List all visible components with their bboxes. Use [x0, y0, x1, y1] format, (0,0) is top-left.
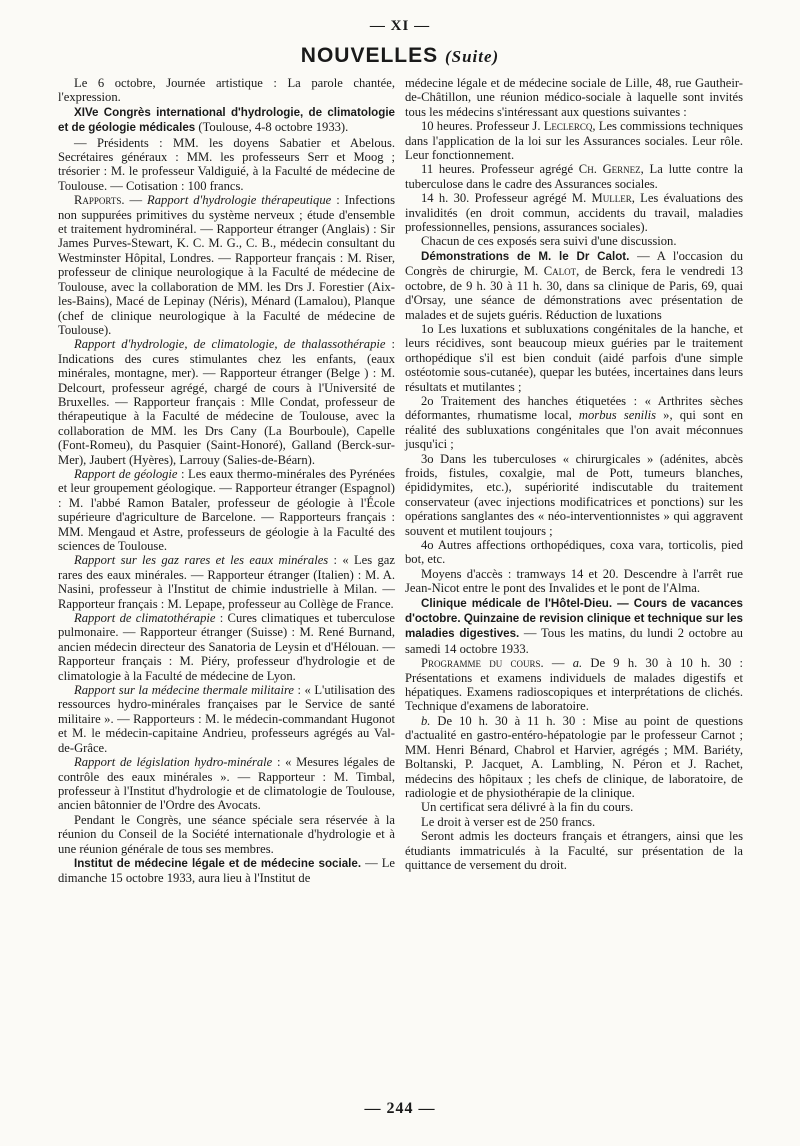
paragraph: Le 6 octobre, Journée artistique : La parole chantée, l'expression. — [58, 76, 395, 105]
title-suite: (Suite) — [444, 47, 500, 66]
paragraph: XIVe Congrès international d'hydrologie, de climatologie et de géologie médicales (Toulouse, 4-8 octobre 1933). — [58, 105, 395, 135]
paragraph: 10 heures. Professeur J. Leclercq, Les commissions techniques dans l'application de la loi sur les Assurances sociales. Leur rôle. Leur fonctionnement. — [405, 119, 743, 163]
roman-page-number: — XI — — [369, 18, 431, 34]
paragraph: Rapports. — Rapport d'hydrologie thérapeutique : Infections non suppurées primitives du système nerveux ; étude d'ensemble et traitement hydrominéral. — Rapporteur étranger (Anglais) : Sir James Purves-Stewart, K. C. M. G., C. B., médecin consultant du Westminster Hôpital, Londres. — Rapporteur français : M. Riser, professeur de clinique neurologique à la Faculté de médecine de Toulouse, avec la collaboration de MM. les Drs J. Forestier (Aix-les-Bains), Macé de Lepinay (Néris), Ménard (Lamalou), Planque (chef de clinique neurologique à la Faculté de médecine de Toulouse). — [58, 193, 396, 337]
right-column — [405, 76, 743, 872]
paragraph: Programme du cours. — a. De 9 h. 30 à 10 h. 30 : Présentations et examens individuels de malades digestifs et hépatiques. Examens radioscopiques et interprétations de clichés. Technique d'examens de laboratoire. — [405, 656, 744, 714]
paragraph: Chacun de ces exposés sera suivi d'une discussion. — [421, 234, 677, 249]
paragraph: Clinique médicale de l'Hôtel-Dieu. — Cours de vacances d'octobre. Quinzaine de revision clinique et technique sur les maladies digestives. — Tous les matins, du lundi 2 octobre au samedi 14 octobre 1933. — [405, 596, 743, 656]
left-column — [58, 76, 395, 886]
paragraph: — Présidents : MM. les doyens Sabatier et Abelous. Secrétaires généraux : MM. les professeurs Serr et Moog ; trésorier : M. le professeur Valdiguié, à la Faculté de médecine de Toulouse. — Cotisation : 100 francs. — [58, 135, 395, 193]
title-text: NOUVELLES — [300, 44, 439, 67]
paragraph: 3o Dans les tuberculoses « chirurgicales » (adénites, abcès froids, fistules, coxalgie, mal de Pott, tumeurs blanches, épididymites, etc.), supériorité indiscutable du traitement conservateur (avec injections modificatrices et ponctions) sur les opérations sanglantes des « néo-interventionnistes » qui aggravent souvent et mutilent toujours ; — [405, 451, 743, 538]
paragraph: Moyens d'accès : tramways 14 et 20. Descendre à l'arrêt rue Jean-Nicot entre le pont des Invalides et le pont de l'Alma. — [405, 566, 743, 596]
paragraph: Institut de médecine légale et de médecine sociale. — Le dimanche 15 octobre 1933, aura lieu à l'Institut de — [58, 855, 395, 886]
paragraph: 14 h. 30. Professeur agrégé M. Muller, Les évaluations des invalidités (en droit commun, accidents du travail, maladies professionnelles, pensions, assurances sociales). — [405, 191, 743, 235]
paragraph: Rapport d'hydrologie, de climatologie, de thalassothérapie : Indications des cures stimulantes chez les enfants, (eaux minérales, montagne, mer). — Rapporteur étranger (Belge ) : M. Delcourt, professeur agrégé, chargé de cours à l'Université de Bruxelles. — Rapporteur français : Mlle Condat, professeur de thérapeutique à la Faculté de médecine de Toulouse, avec la collaboration de MM. les Drs Cany (La Bourboule), Capelle (Font-Romeu), du Pasquier (Saint-Honoré), Galland (Berck-sur-Mer), Jaubert (Hyères), Larrouy (Salies-de-Béarn). — [58, 337, 395, 467]
paragraph: 1o Les luxations et subluxations congénitales de la hanche, et leurs récidives, sont beaucoup mieux guéries par le traitement orthopédique s'il est bien conduit (aidé parfois d'une simple ostéotomie sous-cutanée), quepar les butées, incertaines dans leurs résultats et mutilantes ; — [405, 321, 743, 394]
paragraph: Rapport sur les gaz rares et les eaux minérales : « Les gaz rares des eaux minérales. — Rapporteur étranger (Italien) : M. A. Nasini, professeur à l'Institut de chimie industrielle à Milan. — Rapporteur français : M. Lepape, professeur au Collège de France. — [58, 553, 395, 611]
heading-demonstrations-calot: Démonstrations de M. le Dr Calot. — [421, 249, 630, 263]
heading-clinique-hotel-dieu: Clinique médicale de l'Hôtel-Dieu. — Cours de vacances d'octobre. Quinzaine de revision clinique et technique sur les maladies digestives. — [405, 596, 743, 641]
paragraph: Seront admis les docteurs français et étrangers, ainsi que les étudiants immatriculés à la Faculté, sur présentation de la quittance de versement du droit. — [405, 829, 743, 872]
paragraph: 4o Autres affections orthopédiques, coxa vara, torticolis, pied bot, etc. — [405, 538, 743, 567]
paragraph: Rapport de climatothérapie : Cures climatiques et tuberculose pulmonaire. — Rapporteur étranger (Suisse) : M. René Burnand, ancien médecin directeur des Sanatoria de Leysin et d'Hélouan. — Rapporteur français : M. Piéry, professeur d'hydrologie et de climatologie à la Faculté de médecine de Lyon. — [58, 611, 395, 683]
paragraph: 2o Traitement des hanches étiquetées : « Arthrites sèches déformantes, rhumatisme local, morbus senilis », qui sont en réalité des subluxations congénitales que l'on avait méconnues jusqu'ici ; — [405, 393, 744, 452]
paragraph: b. De 10 h. 30 à 11 h. 30 : Mise au point de questions d'actualité en gastro-entéro-hépatologie par le professeur Carnot ; MM. Henri Bénard, Chabrol et Harvier, agrégés ; MM. Bariéty, Boltanski, P. Jacquet, A. Lambling, N. Péron et J. Rachet, médecins des hôpitaux ; les chefs de clinique, de laboratoire, de radiologie et de physiothérapie de la clinique. — [405, 713, 743, 800]
heading-institut-medecine-legale: Institut de médecine légale et de médecine sociale. — [74, 856, 362, 870]
paragraph: Rapport de législation hydro-minérale : « Mesures légales de contrôle des eaux minérales ». — Rapporteur : M. Timbal, professeur à l'Institut d'hydrologie et de climatologie de Toulouse, ancien bâtonnier de l'Ordre des Avocats. — [58, 755, 395, 813]
paragraph: Rapport de géologie : Les eaux thermo-minérales des Pyrénées et leur groupement géologique. — Rapporteur étranger (Espagnol) : M. l'abbé Ramon Bataler, professeur de géologie à l'École supérieure d'agriculture de Barcelone. — Rapporteurs français : MM. Mengaud et Astre, professeurs de géologie à la Faculté des sciences de Toulouse. — [58, 466, 395, 553]
paragraph: Rapport sur la médecine thermale militaire : « L'utilisation des ressources hydro-minérales françaises par le Service de santé militaire ». — Rapporteurs : M. le médecin-commandant Hugonot et M. le médecin-capitaine Andrieu, professeurs agrégés au Val-de-Grâce. — [58, 683, 396, 755]
section-title — [0, 44, 800, 68]
paragraph: Démonstrations de M. le Dr Calot. — A l'occasion du Congrès de chirurgie, M. Calot, de Berck, fera le vendredi 13 octobre, de 9 h. 30 à 11 h. 30, dans sa clinique de Paris, 69, quai d'Orsay, une séance de démonstrations avec présentation de malades et de sujets guéris. Réduction de luxations — [405, 248, 743, 322]
paragraph: médecine légale et de médecine sociale de Lille, 48, rue Gautheir-de-Châtillon, une réunion médico-sociale à laquelle sont invités tous les médecins s'intéressant aux questions suivantes : — [405, 76, 743, 119]
heading-congres-hydrologie: XIVe Congrès international d'hydrologie, de climatologie et de géologie médicales — [58, 105, 395, 135]
paragraph: Un certificat sera délivré à la fin du cours. — [421, 800, 634, 815]
page-number: — 244 — — [364, 1100, 436, 1117]
paragraph: 11 heures. Professeur agrégé Ch. Gernez, La lutte contre la tuberculose dans le cadre des Assurances sociales. — [405, 162, 743, 191]
paragraph: Pendant le Congrès, une séance spéciale sera réservée à la réunion du Conseil de la Société internationale d'hydrologie et à une réunion générale de tous ses membres. — [58, 812, 395, 856]
paragraph: Le droit à verser est de 250 francs. — [421, 814, 596, 829]
